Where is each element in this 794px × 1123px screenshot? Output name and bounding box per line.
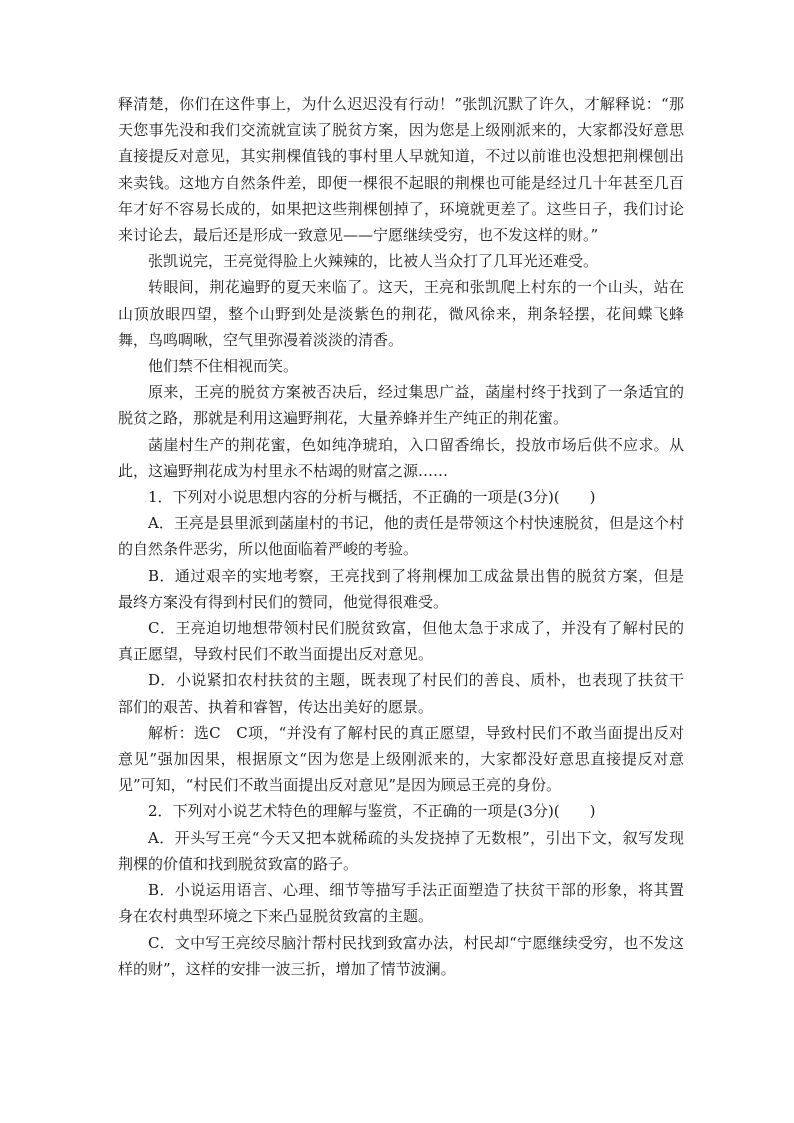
question-1-option-d: D．小说紧扣农村扶贫的主题，既表现了村民们的善良、质朴，也表现了扶贫干部们的艰苦、执着和睿智，传达出美好的愿景。 [118, 671, 684, 716]
question-1-stem: 1．下列对小说思想内容的分析与概括，不正确的一项是(3分)( ) [148, 488, 596, 507]
paragraph: 他们禁不住相视而笑。 [148, 357, 299, 376]
paragraph: 释清楚，你们在这件事上，为什么迟迟没有行动！”张凯沉默了许久，才解释说：“那天您事先没和我们交流就宣读了脱贫方案，因为您是上级刚派来的，大家都没好意思直接提反对意见，其实荆棵值钱的事村里人早就知道，不过以前谁也没想把荆棵刨出来卖钱。这地方自然条件差，即便一棵很不起眼的荆棵也可能是经过几十年甚至几百年才好不容易长成的，如果把这些荆棵刨掉了，环境就更差了。这些日子，我们讨论来讨论去，最后还是形成一致意见——宁愿继续受穷，也不发这样的财。” [118, 95, 684, 245]
question-1-option-b: B．通过艰辛的实地考察，王亮找到了将荆棵加工成盆景出售的脱贫方案，但是最终方案没有得到村民们的赞同，他觉得很难受。 [118, 566, 684, 611]
question-2-option-b: B．小说运用语言、心理、细节等描写手法正面塑造了扶贫干部的形象，将其置身在农村典型环境之下来凸显脱贫致富的主题。 [118, 881, 684, 926]
paragraph: 转眼间，荆花遍野的夏天来临了。这天，王亮和张凯爬上村东的一个山头，站在山顶放眼四望，整个山野到处是淡紫色的荆花，微风徐来，荆条轻摆，花间蝶飞蜂舞，鸟鸣啁啾，空气里弥漫着淡淡的清香。 [118, 278, 684, 349]
paragraph: 原来，王亮的脱贫方案被否决后，经过集思广益，菡崖村终于找到了一条适宜的脱贫之路，那就是利用这遍野荆花，大量养蜂并生产纯正的荆花蜜。 [118, 383, 684, 428]
document-page [118, 91, 684, 982]
question-1-option-c: C．王亮迫切地想带领村民们脱贫致富，但他太急于求成了，并没有了解村民的真正愿望，导致村民们不敢当面提出反对意见。 [118, 619, 684, 664]
question-1-option-a: A．王亮是县里派到菡崖村的书记，他的责任是带领这个村快速脱贫，但是这个村的自然条件恶劣，所以他面临着严峻的考验。 [118, 514, 684, 559]
paragraph: 张凯说完，王亮觉得脸上火辣辣的，比被人当众打了几耳光还难受。 [148, 252, 599, 271]
question-2-stem: 2．下列对小说艺术特色的理解与鉴赏，不正确的一项是(3分)( ) [148, 802, 596, 821]
question-2-option-a: A．开头写王亮“今天又把本就稀疏的头发挠掉了无数根”，引出下文，叙写发现荆棵的价值和找到脱贫致富的路子。 [118, 828, 684, 873]
paragraph: 菡崖村生产的荆花蜜，色如纯净琥珀，入口留香绵长，投放市场后供不应求。从此，这遍野荆花成为村里永不枯竭的财富之源…… [118, 435, 684, 480]
question-2-option-c: C．文中写王亮绞尽脑汁帮村民找到致富办法，村民却“宁愿继续受穷，也不发这样的财”，这样的安排一波三折，增加了情节波澜。 [118, 933, 684, 978]
question-1-analysis: 解析：选C C项，“并没有了解村民的真正愿望，导致村民们不敢当面提出反对意见”强加因果，根据原文“因为您是上级刚派来的，大家都没好意思直接提反对意见”可知，“村民们不敢当面提出反对意见”是因为顾忌王亮的身份。 [118, 723, 684, 795]
